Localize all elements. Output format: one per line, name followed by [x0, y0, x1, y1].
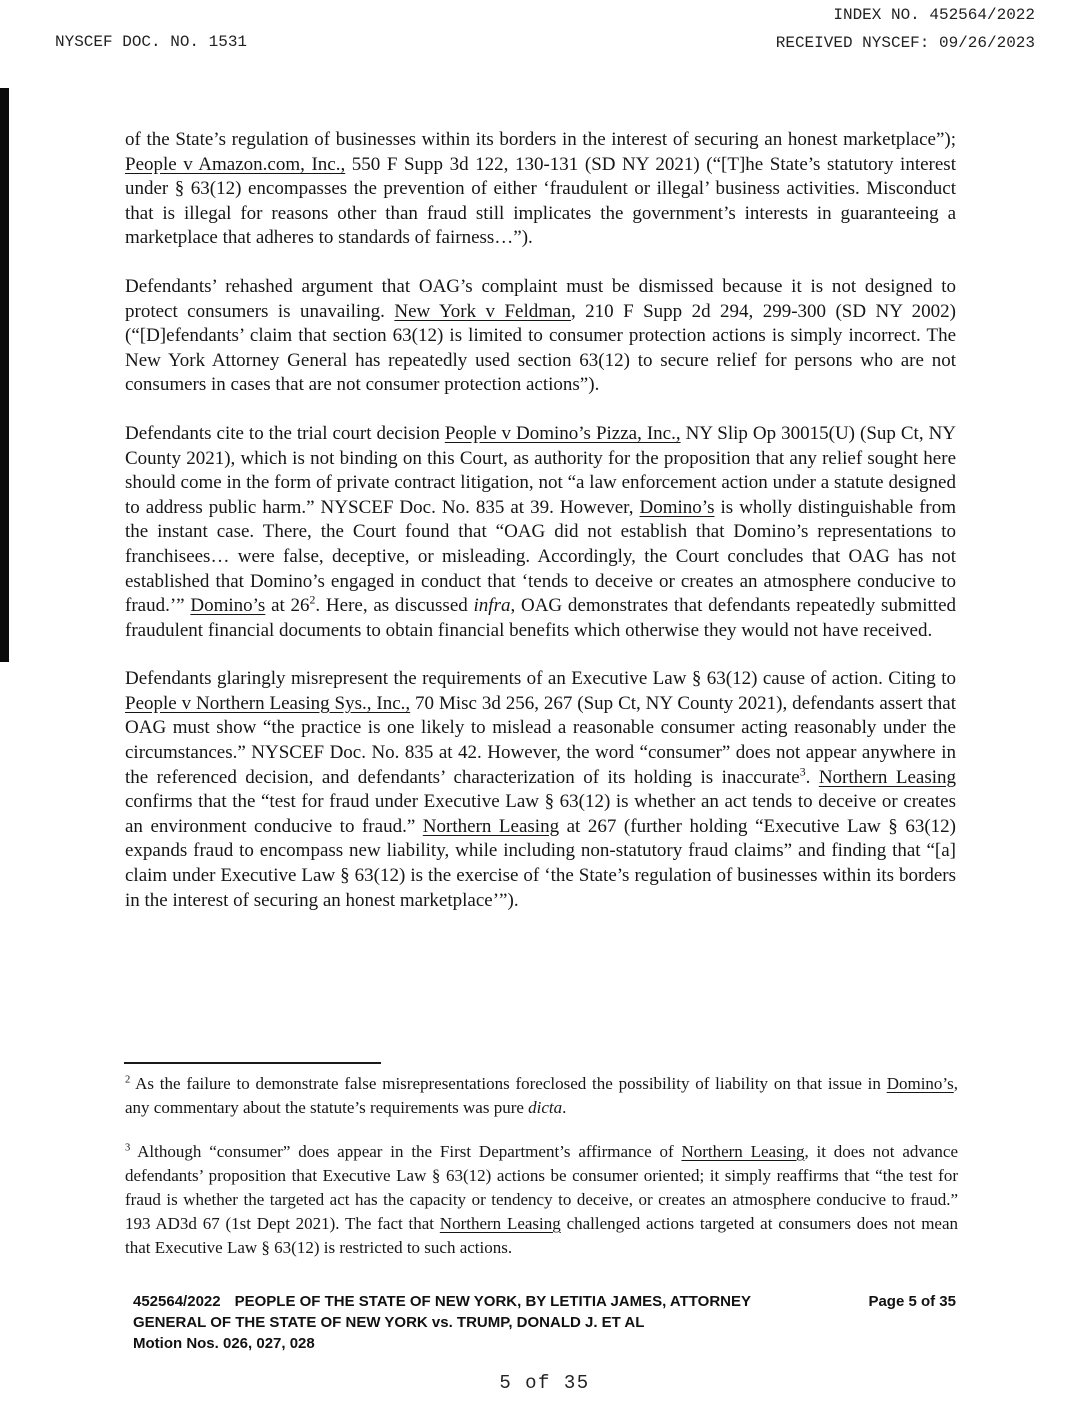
body-paragraph-4: Defendants glaringly misrepresent the requirements of an Executive Law § 63(12) cause of action. Citing to People v Northern Leasing Sys., Inc., 70 Misc 3d 256, 267 (Sup Ct, NY County 2021), defendants assert that OAG must show “the practice is one likely to mislead a reasonable consumer acting reasonably under the circumstances.” NYSCEF Doc. No. 835 at 42. However, the word “consumer” does not appear anywhere in the referenced decision, and defendants’ characterization of its holding is inaccurate$^3$. Northern Leasing confirms that the “test for fraud under Executive Law § 63(12) is whether an act tends to deceive or creates an environment conducive to fraud.” Northern Leasing at 267 (further holding “Executive Law § 63(12) expands fraud to encompass new liability, while including non-statutory fraud claims” and finding that “[a] claim under Executive Law § 63(12) is the exercise of ‘the State’s regulation of businesses within its borders in the interest of securing an honest marketplace’”). [125, 668, 957, 911]
header-index-number: INDEX NO. 452564/2022 [833, 6, 1035, 24]
footer-case-info [133, 1291, 781, 1354]
footer-case-line [133, 1291, 781, 1333]
footnote-separator [124, 1062, 381, 1064]
body-paragraph-3: Defendants cite to the trial court decision People v Domino’s Pizza, Inc., NY Slip Op 30015(U) (Sup Ct, NY County 2021), which is not binding on this Court, as authority for the proposition that any relief sought here should come in the form of private contract litigation, not “a law enforcement action under a statute designed to address public harm.” NYSCEF Doc. No. 835 at 39. However, Domino’s is wholly distinguishable from the instant case. There, the Court found that “OAG did not establish that Domino’s representations to franchisees… were false, deceptive, or misleading. Accordingly, the Court concludes that OAG has not established that Domino’s engaged in conduct that ‘tends to deceive or creates an atmosphere conducive to fraud.’” Domino’s at $26^2$. Here, as discussed infra, OAG demonstrates that defendants repeatedly submitted fraudulent financial documents to obtain financial benefits which otherwise they would not have received. [125, 422, 957, 641]
page-indicator: 5 of 35 [499, 1372, 590, 1394]
footer-case-title: PEOPLE OF THE STATE OF NEW YORK, BY LETITIA JAMES, ATTORNEY GENERAL OF THE STATE OF NEW YORK vs. TRUMP, DONALD J. ET AL [133, 1293, 751, 1331]
body-paragraph-2: Defendants’ rehashed argument that OAG’s complaint must be dismissed because it is not designed to protect consumers is unavailing. New York v Feldman, 210 F Supp 2d 294, 299-300 (SD NY 2002) (“[D]efendants’ claim that section 63(12) is limited to consumer protection actions is simply incorrect. The New York Attorney General has repeatedly used section 63(12) to secure relief for persons who are not consumers in cases that are not consumer protection actions”). [125, 275, 957, 396]
scan-artifact-bar [0, 88, 9, 662]
page-footer [133, 1291, 956, 1354]
footer-page-label: Page 5 of 35 [868, 1293, 956, 1310]
header-doc-number: NYSCEF DOC. NO. 1531 [55, 33, 248, 51]
footer-case-number: 452564/2022 [133, 1293, 221, 1310]
document-body [125, 128, 956, 937]
footnote-2: $^2$ As the failure to demonstrate false misrepresentations foreclosed the possibility of liability on that issue in Domino’s, any commentary about the statute’s requirements was pure dicta. [125, 1074, 958, 1117]
body-paragraph-1: of the State’s regulation of businesses within its borders in the interest of securing an honest marketplace”); People v Amazon.com, Inc., 550 F Supp 3d 122, 130-131 (SD NY 2021) (“[T]he State’s statutory interest under § 63(12) encompasses the prevention of either ‘fraudulent or illegal’ business activities. Misconduct that is illegal for reasons other than fraud still implicates the government’s interests in guaranteeing a marketplace that adheres to standards of fairness…”). [125, 129, 956, 249]
footnote-3: $^3$ Although “consumer” does appear in the First Department’s affirmance of Northern Leasing, it does not advance defendants’ proposition that Executive Law § 63(12) actions be consumer oriented; it simply reaffirms that “the test for fraud is whether the targeted act has the capacity or tendency to deceive, or creates an atmosphere conducive to fraud.” 193 AD3d 67 (1st Dept 2021). The fact that Northern Leasing challenged actions targeted at consumers does not mean that Executive Law § 63(12) is restricted to such actions. [125, 1142, 959, 1257]
header-right-block [776, 6, 1035, 52]
header-received-date: RECEIVED NYSCEF: 09/26/2023 [775, 34, 1035, 52]
footnotes-section [125, 1072, 958, 1280]
footer-motion-numbers: Motion Nos. 026, 027, 028 [133, 1335, 315, 1352]
